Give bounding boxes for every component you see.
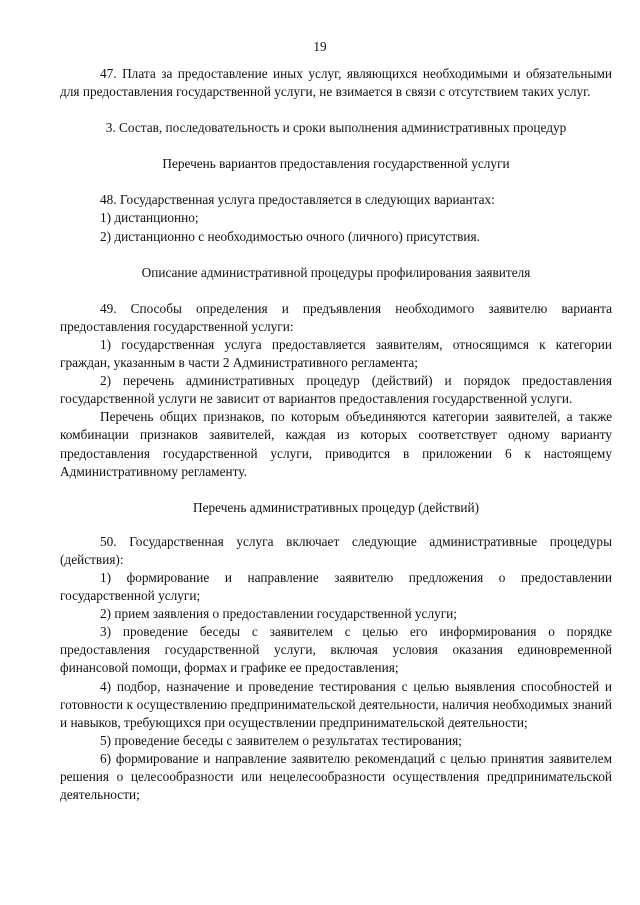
profiling-heading: Описание административной процедуры профилирования заявителя: [141, 264, 531, 280]
paragraph-49: 49. Способы определения и предъявления необходимого заявителю варианта предоставления государственной услуги:: [60, 300, 612, 334]
list-item: 4) подбор, назначение и проведение тестирования с целью выявления способностей и готовности к осуществлению предпринимательской деятельности, наличия необходимых знаний и навыков, требующихся при осуществлении предпринимательской деятельности;: [60, 678, 612, 730]
section-3-title: 3. Состав, последовательность и сроки выполнения административных процедур: [105, 120, 567, 136]
list-item: 3) проведение беседы с заявителем с целью его информирования о порядке предоставления государственной услуги, включая условия оказания единовременной финансовой помощи, формах и графике ее предоставления;: [60, 624, 612, 676]
list-item: 5) проведение беседы с заявителем о результатах тестирования;: [100, 732, 462, 748]
paragraph-48: 48. Государственная услуга предоставляется в следующих вариантах:: [100, 192, 495, 208]
list-item: 6) формирование и направление заявителю рекомендаций с целью принятия заявителем решения о целесообразности или нецелесообразности осуществления предпринимательской деятельности;: [60, 750, 612, 803]
list-item: 2) перечень административных процедур (действий) и порядок предоставления государственной услуги не зависит от вариантов предоставления государственной услуги.: [60, 373, 612, 407]
document-body: [60, 65, 612, 804]
paragraph-49-note: Перечень общих признаков, по которым объединяются категории заявителей, а также комбинации признаков заявителей, каждая из которых соответствует одному варианту предоставления государственной услуги, приводится в приложении 6 к настоящему Административному регламенту.: [60, 409, 612, 479]
list-item: 2) дистанционно с необходимостью очного (личного) присутствия.: [100, 228, 480, 244]
procedures-heading: Перечень административных процедур (действий): [192, 499, 480, 515]
list-item: 1) государственная услуга предоставляется заявителям, относящимся к категории граждан, указанным в части 2 Административного регламента;: [60, 336, 612, 371]
list-item: 2) прием заявления о предоставлении государственной услуги;: [100, 606, 457, 622]
list-item: 1) дистанционно;: [100, 210, 199, 226]
paragraph-50: 50. Государственная услуга включает следующие административные процедуры (действия):: [60, 533, 612, 567]
paragraph-47: 47. Плата за предоставление иных услуг, являющихся необходимыми и обязательными для предоставления государственной услуги, не взимается в связи с отсутствием таких услуг.: [60, 66, 612, 100]
list-item: 1) формирование и направление заявителю предложения о предоставлении государственной услуги;: [60, 569, 612, 604]
page-number: 19: [313, 39, 327, 54]
variants-heading: Перечень вариантов предоставления государственной услуги: [162, 156, 510, 172]
